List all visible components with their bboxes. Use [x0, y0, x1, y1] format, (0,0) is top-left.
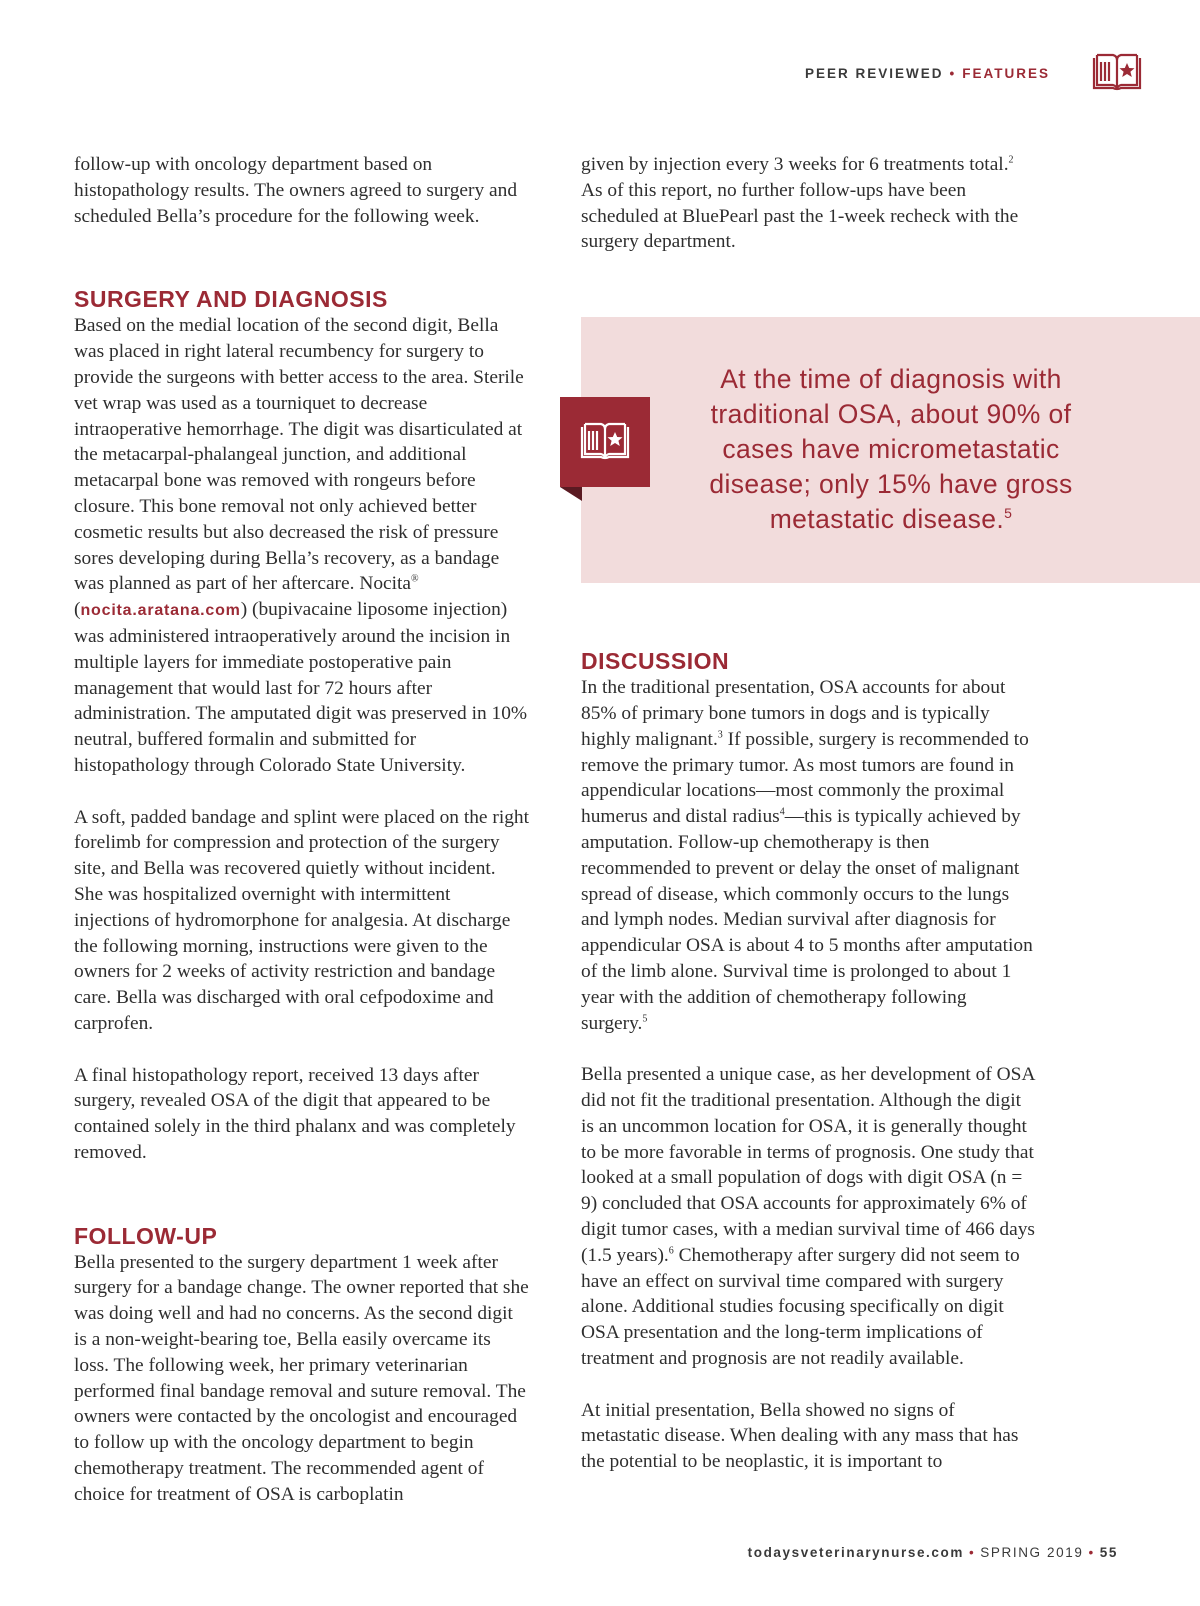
footer-site: todaysveterinarynurse.com [747, 1545, 964, 1560]
pull-quote-citation: 5 [1004, 505, 1013, 522]
registered-mark: ® [411, 573, 419, 585]
citation-6: 6 [668, 1245, 674, 1257]
nocita-link[interactable]: nocita.aratana.com [80, 602, 241, 620]
citation-5: 5 [642, 1013, 648, 1025]
page-footer [748, 1545, 1118, 1560]
book-star-icon [579, 421, 631, 463]
surgery-diagnosis-heading: SURGERY AND DIAGNOSIS [74, 286, 388, 313]
left-column [74, 152, 529, 1508]
discussion-paragraph-2: Bella presented a unique case, as her development of OSA did not fit the traditional presentation. Although the digit is an uncommon location for OSA, it is generally thought to be more favorable in terms of prognosis. One study that looked at a small population of dogs with digit OSA (n = 9) concluded that OSA accounts for approximately 6% of digit tumor cases, with a median survival time of 466 days (1.5 years).$^6$ Chemotherapy after surgery did not seem to have an effect on survival time compared with surgery alone. Additional studies focusing specifically on digit OSA presentation and the long-term implications of treatment and prognosis are not readily available. [581, 1064, 1035, 1369]
footer-separator-2: • [1088, 1545, 1095, 1560]
right-intro-paragraph: given by injection every 3 weeks for 6 treatments total.$^2$ As of this report, no further follow-ups have been scheduled at BluePearl past the 1-week recheck with the surgery department. [581, 154, 1019, 253]
book-star-icon [1091, 52, 1143, 94]
pull-quote-box [581, 317, 1200, 583]
discussion-paragraph-1: In the traditional presentation, OSA accounts for about 85% of primary bone tumors in dogs and is typically highly malignant.$^3$ If possible, surgery is recommended to remove the primary tumor. As most tumors are found in appendicular locations—most commonly the proximal humerus and distal radius$^4$—this is typically achieved by amputation. Follow-up chemotherapy is then recommended to prevent or delay the onset of malignant spread of disease, which commonly occurs to the lungs and lymph nodes. Median survival after diagnosis for appendicular OSA is about 4 to 5 months after amputation of the limb alone. Survival time is prolonged to about 1 year with the addition of chemotherapy following surgery.$^5$ [581, 677, 1033, 1034]
page-number: 55 [1099, 1545, 1118, 1560]
header-separator: • [949, 66, 957, 81]
follow-up-heading: FOLLOW-UP [74, 1222, 218, 1249]
citation-2: 2 [1008, 154, 1014, 166]
citation-3: 3 [717, 729, 723, 741]
follow-up-paragraph: Bella presented to the surgery department 1 week after surgery for a bandage change. The owner reported that she was doing well and had no concerns. As the second digit is a non-weight-bearing toe, Bella easily overcame its loss. The following week, her primary veterinarian performed final bandage removal and suture removal. The owners were contacted by the oncologist and encouraged to follow up with the oncology department to begin chemotherapy treatment. The recommended agent of choice for treatment of OSA is carboplatin [74, 1251, 529, 1505]
discussion-paragraph-3: At initial presentation, Bella showed no signs of metastatic disease. When dealing with any mass that has the potential to be neoplastic, it is important to [581, 1399, 1019, 1473]
running-header [805, 66, 1050, 81]
surgery-paragraph-2: A soft, padded bandage and splint were placed on the right forelimb for compression and protection of the surgery site, and Bella was recovered quietly without incident. She was hospitalized overnight with intermittent injections of hydromorphone for analgesia. At discharge the following morning, instructions were given to the owners for 2 weeks of activity restriction and bandage care. Bella was discharged with oral cefpodoxime and carprofen. [74, 806, 530, 1034]
citation-4: 4 [779, 806, 785, 818]
footer-issue: SPRING 2019 [980, 1545, 1084, 1560]
pull-quote-text: At the time of diagnosis with traditional OSA, about 90% of cases have micrometastatic disease; only 15% have gross metastatic disease.$^5$ [709, 364, 1073, 534]
surgery-paragraph-3: A final histopathology report, received 13 days after surgery, revealed OSA of the digit that appeared to be contained solely in the third phalanx and was completely removed. [74, 1064, 516, 1163]
pull-quote-badge-fold [560, 487, 582, 501]
discussion-heading: DISCUSSION [581, 648, 730, 675]
header-category: FEATURES [962, 66, 1050, 81]
footer-separator-1: • [968, 1545, 976, 1560]
left-intro-paragraph: follow-up with oncology department based on histopathology results. The owners agreed to surgery and scheduled Bella’s procedure for the following week. [74, 154, 518, 227]
header-section: PEER REVIEWED [804, 66, 944, 81]
pull-quote-badge [560, 397, 650, 487]
surgery-paragraph-1: Based on the medial location of the second digit, Bella was placed in right lateral recumbency for surgery to provide the surgeons with better access to the area. Sterile vet wrap was used as a tourniquet to decrease intraoperative hemorrhage. The digit was disarticulated at the metacarpal-phalangeal junction, and additional metacarpal bone was removed with rongeurs before closure. This bone removal not only achieved better cosmetic results but also decreased the risk of pressure sores developing during Bella’s recovery, as a bandage was planned as part of her aftercare. Nocita® (nocita.aratana.com) (bupivacaine liposome injection) was administered intraoperatively around the incision in multiple layers for immediate postoperative pain management that would last for 72 hours after administration. The amputated digit was preserved in 10% neutral, buffered formalin and submitted for histopathology through Colorado State University. [74, 315, 528, 776]
